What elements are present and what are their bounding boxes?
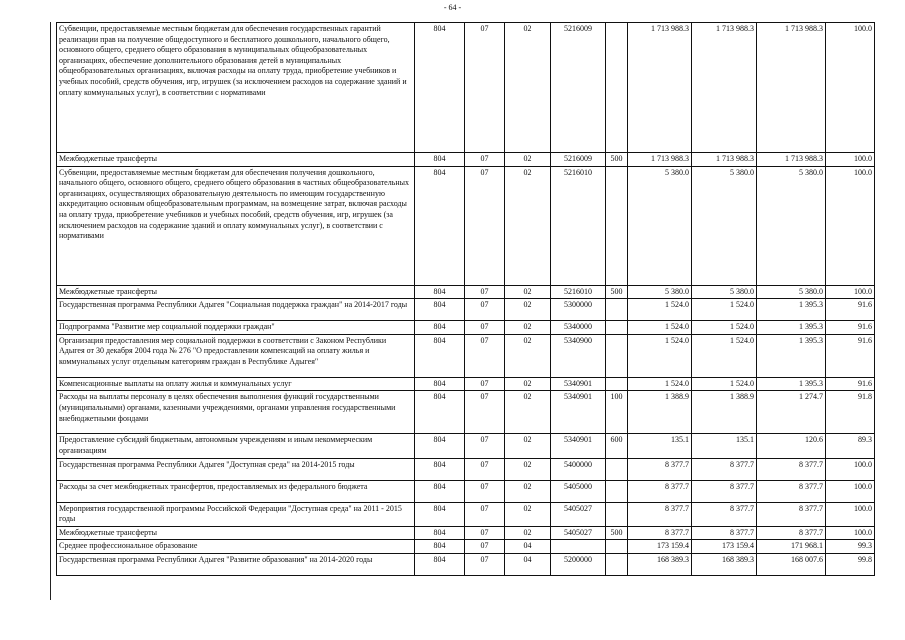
expense-type-code	[606, 377, 628, 391]
page-number: - 64 -	[443, 3, 462, 12]
refined-amount: 8 377.7	[692, 458, 757, 480]
approved-amount: 135.1	[628, 434, 692, 458]
execution-percent: 91.6	[826, 299, 875, 321]
target-article-code: 5340900	[551, 334, 606, 377]
execution-percent: 100.0	[826, 23, 875, 153]
target-article-code: 5200000	[551, 553, 606, 575]
row-name: Мероприятия государственной программы Российской Федерации "Доступная среда" на 2011 - 2015 годы	[57, 502, 415, 526]
table-row	[57, 299, 875, 321]
executed-amount: 1 274.7	[757, 391, 826, 434]
executed-amount: 8 377.7	[757, 458, 826, 480]
section-code: 07	[465, 434, 505, 458]
budget-table	[56, 22, 875, 576]
refined-amount: 135.1	[692, 434, 757, 458]
executed-amount: 1 713 988.3	[757, 23, 826, 153]
expense-type-code	[606, 553, 628, 575]
target-article-code: 5340901	[551, 377, 606, 391]
subsection-code: 02	[505, 458, 551, 480]
ministry-code: 804	[415, 480, 465, 502]
section-code: 07	[465, 502, 505, 526]
execution-percent: 99.8	[826, 553, 875, 575]
execution-percent: 100.0	[826, 166, 875, 285]
refined-amount: 1 524.0	[692, 299, 757, 321]
target-article-code: 5340000	[551, 321, 606, 335]
executed-amount: 5 380.0	[757, 285, 826, 299]
execution-percent: 99.3	[826, 540, 875, 554]
approved-amount: 5 380.0	[628, 285, 692, 299]
subsection-code: 02	[505, 23, 551, 153]
execution-percent: 91.6	[826, 377, 875, 391]
row-name: Расходы за счет межбюджетных трансфертов, предоставляемых из федерального бюджета	[57, 480, 415, 502]
approved-amount: 1 713 988.3	[628, 153, 692, 167]
executed-amount: 168 007.6	[757, 553, 826, 575]
expense-type-code: 500	[606, 526, 628, 540]
section-code: 07	[465, 553, 505, 575]
approved-amount: 1 713 988.3	[628, 23, 692, 153]
target-article-code: 5400000	[551, 458, 606, 480]
approved-amount: 1 524.0	[628, 299, 692, 321]
subsection-code: 02	[505, 377, 551, 391]
target-article-code: 5216009	[551, 23, 606, 153]
table-row	[57, 321, 875, 335]
subsection-code: 04	[505, 540, 551, 554]
target-article-code	[551, 540, 606, 554]
approved-amount: 1 388.9	[628, 391, 692, 434]
execution-percent: 100.0	[826, 502, 875, 526]
subsection-code: 02	[505, 434, 551, 458]
execution-percent: 91.8	[826, 391, 875, 434]
executed-amount: 1 395.3	[757, 377, 826, 391]
table-row	[57, 153, 875, 167]
ministry-code: 804	[415, 23, 465, 153]
table-row	[57, 458, 875, 480]
approved-amount: 168 389.3	[628, 553, 692, 575]
subsection-code: 02	[505, 321, 551, 335]
row-name: Субвенции, предоставляемые местным бюджетам для обеспечения государственных гарантий реализации прав на получение общедоступного и бесплатного дошкольного, начального общего, основного общего, среднего общего образования в муниципальных общеобразовательных организациях, обеспечение дополнительного образования детей в муниципальных общеобразовательных организациях, включая расходы на оплату труда, приобретение учебников и учебных пособий, средств обучения, игр, игрушек (за исключением расходов на содержание зданий и оплату коммунальных услуг), в соответствии с нормативами	[57, 23, 415, 153]
table-row	[57, 377, 875, 391]
target-article-code: 5216009	[551, 153, 606, 167]
subsection-code: 02	[505, 526, 551, 540]
subsection-code: 02	[505, 502, 551, 526]
row-name: Межбюджетные трансферты	[57, 153, 415, 167]
section-code: 07	[465, 526, 505, 540]
execution-percent: 100.0	[826, 526, 875, 540]
ministry-code: 804	[415, 502, 465, 526]
subsection-code: 02	[505, 166, 551, 285]
approved-amount: 1 524.0	[628, 377, 692, 391]
row-name: Среднее профессиональное образование	[57, 540, 415, 554]
executed-amount: 8 377.7	[757, 480, 826, 502]
ministry-code: 804	[415, 526, 465, 540]
executed-amount: 8 377.7	[757, 502, 826, 526]
refined-amount: 5 380.0	[692, 285, 757, 299]
table-row	[57, 391, 875, 434]
row-name: Межбюджетные трансферты	[57, 285, 415, 299]
expense-type-code	[606, 321, 628, 335]
approved-amount: 173 159.4	[628, 540, 692, 554]
refined-amount: 1 388.9	[692, 391, 757, 434]
refined-amount: 168 389.3	[692, 553, 757, 575]
ministry-code: 804	[415, 153, 465, 167]
table-row	[57, 526, 875, 540]
row-name: Межбюджетные трансферты	[57, 526, 415, 540]
refined-amount: 5 380.0	[692, 166, 757, 285]
ministry-code: 804	[415, 540, 465, 554]
ministry-code: 804	[415, 285, 465, 299]
executed-amount: 8 377.7	[757, 526, 826, 540]
target-article-code: 5405027	[551, 526, 606, 540]
ministry-code: 804	[415, 553, 465, 575]
section-code: 07	[465, 166, 505, 285]
ministry-code: 804	[415, 458, 465, 480]
target-article-code: 5340901	[551, 391, 606, 434]
section-code: 07	[465, 153, 505, 167]
executed-amount: 1 713 988.3	[757, 153, 826, 167]
ministry-code: 804	[415, 334, 465, 377]
target-article-code: 5216010	[551, 166, 606, 285]
refined-amount: 8 377.7	[692, 480, 757, 502]
subsection-code: 02	[505, 391, 551, 434]
approved-amount: 5 380.0	[628, 166, 692, 285]
target-article-code: 5405000	[551, 480, 606, 502]
table-row	[57, 502, 875, 526]
section-code: 07	[465, 377, 505, 391]
section-code: 07	[465, 23, 505, 153]
row-name: Государственная программа Республики Адыгея "Доступная среда" на 2014-2015 годы	[57, 458, 415, 480]
refined-amount: 1 524.0	[692, 334, 757, 377]
expense-type-code	[606, 23, 628, 153]
row-name: Государственная программа Республики Адыгея "Социальная поддержка граждан" на 2014-2017 годы	[57, 299, 415, 321]
section-code: 07	[465, 285, 505, 299]
approved-amount: 1 524.0	[628, 321, 692, 335]
execution-percent: 100.0	[826, 285, 875, 299]
subsection-code: 02	[505, 153, 551, 167]
table-row	[57, 480, 875, 502]
expense-type-code: 100	[606, 391, 628, 434]
row-name: Государственная программа Республики Адыгея "Развитие образования" на 2014-2020 годы	[57, 553, 415, 575]
expense-type-code	[606, 502, 628, 526]
subsection-code: 02	[505, 480, 551, 502]
execution-percent: 91.6	[826, 321, 875, 335]
refined-amount: 1 713 988.3	[692, 153, 757, 167]
section-code: 07	[465, 334, 505, 377]
refined-amount: 1 524.0	[692, 321, 757, 335]
expense-type-code: 500	[606, 285, 628, 299]
target-article-code: 5300000	[551, 299, 606, 321]
expense-type-code	[606, 540, 628, 554]
target-article-code: 5405027	[551, 502, 606, 526]
executed-amount: 1 395.3	[757, 299, 826, 321]
table-row	[57, 285, 875, 299]
subsection-code: 02	[505, 299, 551, 321]
approved-amount: 8 377.7	[628, 502, 692, 526]
executed-amount: 171 968.1	[757, 540, 826, 554]
ministry-code: 804	[415, 299, 465, 321]
expense-type-code	[606, 334, 628, 377]
approved-amount: 8 377.7	[628, 480, 692, 502]
section-code: 07	[465, 540, 505, 554]
refined-amount: 1 524.0	[692, 377, 757, 391]
row-name: Расходы на выплаты персоналу в целях обеспечения выполнения функций государственными (муниципальными) органами, казенными учреждениями, органами управления государственными внебюджетными фондами	[57, 391, 415, 434]
expense-type-code	[606, 458, 628, 480]
table-row	[57, 434, 875, 458]
table-row	[57, 553, 875, 575]
ministry-code: 804	[415, 377, 465, 391]
margin-rule	[50, 22, 51, 600]
execution-percent: 89.3	[826, 434, 875, 458]
table-row	[57, 540, 875, 554]
execution-percent: 91.6	[826, 334, 875, 377]
table-row	[57, 166, 875, 285]
ministry-code: 804	[415, 166, 465, 285]
row-name: Подпрограмма "Развитие мер социальной поддержки граждан"	[57, 321, 415, 335]
refined-amount: 173 159.4	[692, 540, 757, 554]
expense-type-code: 600	[606, 434, 628, 458]
expense-type-code	[606, 166, 628, 285]
expense-type-code	[606, 299, 628, 321]
row-name: Организация предоставления мер социальной поддержки в соответствии с Законом Республики Адыгея от 30 декабря 2004 года № 276 "О предоставлении компенсаций на оплату жилья и коммунальных услуг отдельным категориям граждан в Республике Адыгея"	[57, 334, 415, 377]
refined-amount: 8 377.7	[692, 526, 757, 540]
ministry-code: 804	[415, 391, 465, 434]
executed-amount: 5 380.0	[757, 166, 826, 285]
execution-percent: 100.0	[826, 153, 875, 167]
executed-amount: 1 395.3	[757, 334, 826, 377]
execution-percent: 100.0	[826, 458, 875, 480]
refined-amount: 1 713 988.3	[692, 23, 757, 153]
table-row	[57, 23, 875, 153]
table-row	[57, 334, 875, 377]
approved-amount: 1 524.0	[628, 334, 692, 377]
section-code: 07	[465, 391, 505, 434]
approved-amount: 8 377.7	[628, 458, 692, 480]
row-name: Предоставление субсидий бюджетным, автономным учреждениям и иным некоммерческим организациям	[57, 434, 415, 458]
target-article-code: 5216010	[551, 285, 606, 299]
section-code: 07	[465, 480, 505, 502]
refined-amount: 8 377.7	[692, 502, 757, 526]
ministry-code: 804	[415, 434, 465, 458]
executed-amount: 1 395.3	[757, 321, 826, 335]
row-name: Субвенции, предоставляемые местным бюджетам для обеспечения получения дошкольного, начального общего, основного общего, среднего общего образования в частных общеобразовательных организациях, осуществляющих образовательную деятельность по имеющим государственную аккредитацию основным общеобразовательным программам, на возмещение затрат, включая расходы на оплату труда, приобретение учебников и учебных пособий, средств обучения, игр, игрушек (за исключением расходов на содержание зданий и оплату коммунальных услуг), в соответствии с нормативами	[57, 166, 415, 285]
subsection-code: 02	[505, 334, 551, 377]
ministry-code: 804	[415, 321, 465, 335]
row-name: Компенсационные выплаты на оплату жилья и коммунальных услуг	[57, 377, 415, 391]
executed-amount: 120.6	[757, 434, 826, 458]
expense-type-code	[606, 480, 628, 502]
section-code: 07	[465, 458, 505, 480]
approved-amount: 8 377.7	[628, 526, 692, 540]
execution-percent: 100.0	[826, 480, 875, 502]
target-article-code: 5340901	[551, 434, 606, 458]
subsection-code: 02	[505, 285, 551, 299]
subsection-code: 04	[505, 553, 551, 575]
expense-type-code: 500	[606, 153, 628, 167]
section-code: 07	[465, 321, 505, 335]
section-code: 07	[465, 299, 505, 321]
